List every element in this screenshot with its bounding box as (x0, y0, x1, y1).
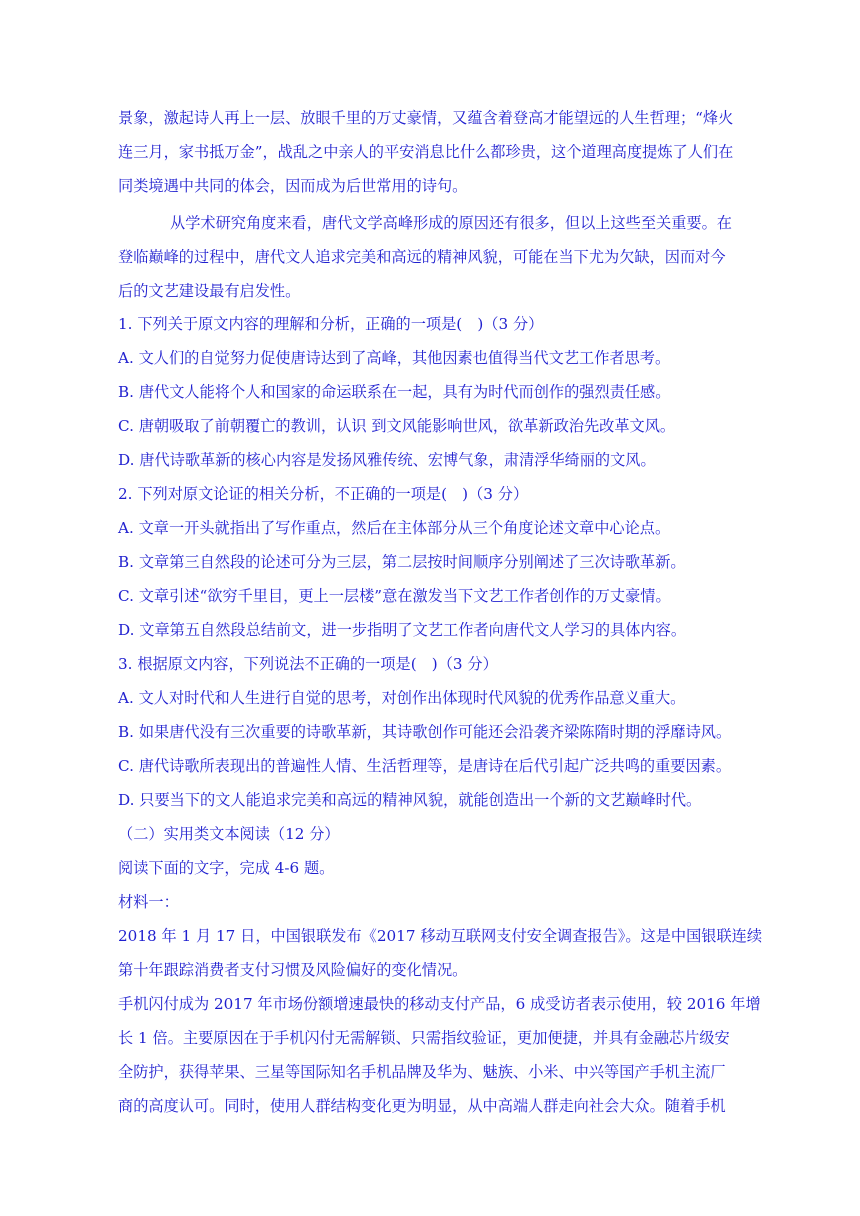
text-line: 从学术研究角度来看，唐代文学高峰形成的原因还有很多，但以上这些至关重要。在 (170, 214, 732, 232)
question-3-stem: 3. 根据原文内容，下列说法不正确的一项是( )（3 分） (118, 655, 498, 673)
question-2-option-b: B. 文章第三自然段的论述可分为三层，第二层按时间顺序分别阐述了三次诗歌革新。 (118, 553, 686, 571)
passage-tail-paragraph (118, 101, 743, 203)
question-3-option-c: C. 唐代诗歌所表现出的普遍性人情、生活哲理等，是唐诗在后代引起广泛共鸣的重要因素。 (118, 757, 732, 775)
text-line: 全防护，获得苹果、三星等国际知名手机品牌及华为、魅族、小米、中兴等国产手机主流厂 (118, 1063, 726, 1081)
conclusion-paragraph (118, 206, 743, 308)
text-line: 商的高度认可。同时，使用人群结构变化更为明显，从中高端人群走向社会大众。随着手机 (118, 1097, 726, 1115)
text-line: 登临巅峰的过程中，唐代文人追求完美和高远的精神风貌，可能在当下尤为欠缺，因而对今 (118, 248, 726, 266)
question-3-option-d: D. 只要当下的文人能追求完美和高远的精神风貌，就能创造出一个新的文艺巅峰时代。 (118, 791, 702, 809)
question-1-option-a: A. 文人们的自觉努力促使唐诗达到了高峰，其他因素也值得当代文艺工作者思考。 (118, 349, 671, 367)
question-3-option-b: B. 如果唐代没有三次重要的诗歌革新，其诗歌创作可能还会沿袭齐梁陈隋时期的浮靡诗风。 (118, 723, 732, 741)
text-line: 连三月，家书抵万金”，战乱之中亲人的平安消息比什么都珍贵，这个道理高度提炼了人们在 (118, 143, 734, 161)
text-line: 后的文艺建设最有启发性。 (118, 282, 301, 300)
question-2-option-c: C. 文章引述“欲穷千里目，更上一层楼”意在激发当下文艺工作者创作的万丈豪情。 (118, 587, 671, 605)
text-line: 第十年跟踪消费者支付习惯及风险偏好的变化情况。 (118, 961, 468, 979)
question-1-option-c: C. 唐朝吸取了前朝覆亡的教训，认识 到文风能影响世风，欲革新政治先改革文风。 (118, 417, 676, 435)
question-2-option-d: D. 文章第五自然段总结前文，进一步指明了文艺工作者向唐代文人学习的具体内容。 (118, 621, 687, 639)
question-2-stem: 2. 下列对原文论证的相关分析，不正确的一项是( )（3 分） (118, 485, 529, 503)
text-line: 手机闪付成为 2017 年市场份额增速最快的移动支付产品，6 成受访者表示使用，较 2016 年增 (118, 995, 761, 1013)
text-line: 长 1 倍。主要原因在于手机闪付无需解锁、只需指纹验证，更加便捷，并具有金融芯片级安 (118, 1029, 730, 1047)
question-1-option-b: B. 唐代文人能将个人和国家的命运联系在一起，具有为时代而创作的强烈责任感。 (118, 383, 671, 401)
question-2-option-a: A. 文章一开头就指出了写作重点，然后在主体部分从三个角度论述文章中心论点。 (118, 519, 671, 537)
text-line: 同类境遇中共同的体会，因而成为后世常用的诗句。 (118, 177, 468, 195)
material-paragraph-1 (118, 919, 763, 987)
question-1-stem: 1. 下列关于原文内容的理解和分析，正确的一项是( )（3 分） (118, 315, 544, 333)
text-line: 景象，激起诗人再上一层、放眼千里的万丈豪情，又蕴含着登高才能望远的人生哲理；“烽火 (118, 109, 734, 127)
section-heading: （二）实用类文本阅读（12 分） (118, 825, 340, 843)
text-line: 2018 年 1 月 17 日，中国银联发布《2017 移动互联网支付安全调查报告》。这是中国银联连续 (118, 927, 763, 945)
question-3-option-a: A. 文人对时代和人生进行自觉的思考，对创作出体现时代风貌的优秀作品意义重大。 (118, 689, 686, 707)
section-instruction: 阅读下面的文字，完成 4-6 题。 (118, 859, 335, 877)
question-1-option-d: D. 唐代诗歌革新的核心内容是发扬风雅传统、宏博气象，肃清浮华绮丽的文风。 (118, 451, 656, 469)
material-label: 材料一： (118, 893, 179, 911)
material-paragraph-2 (118, 987, 761, 1123)
